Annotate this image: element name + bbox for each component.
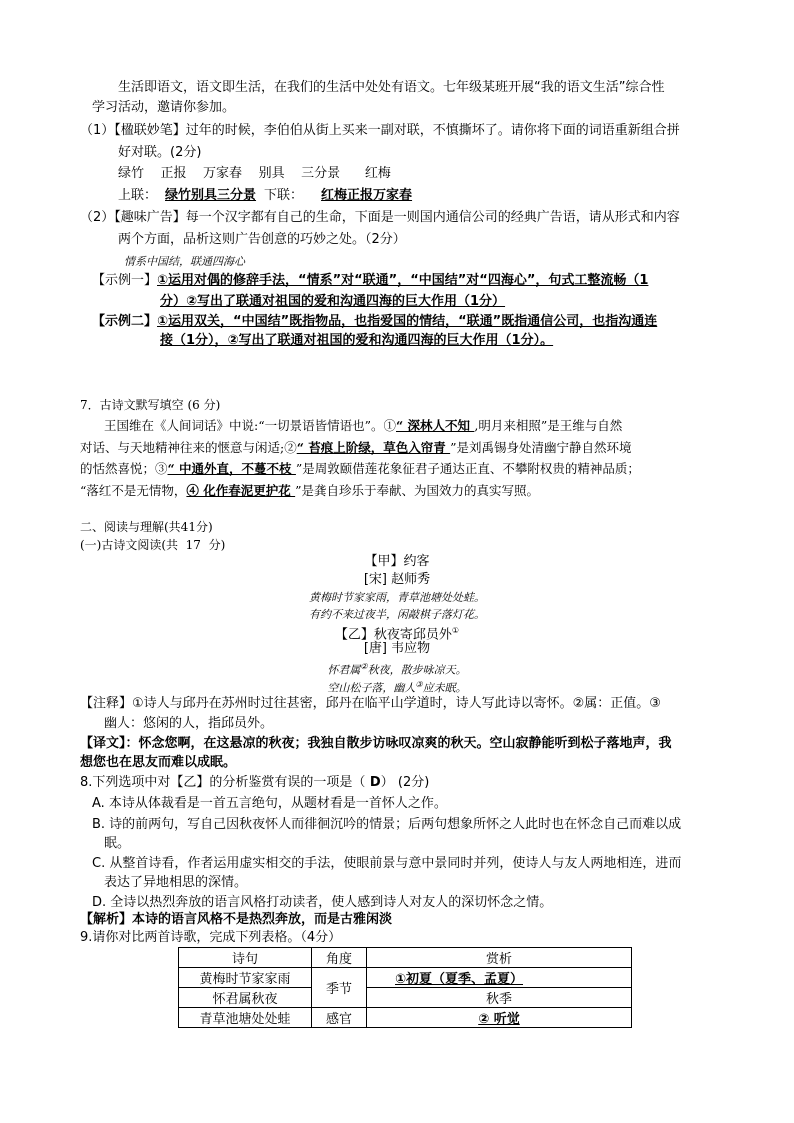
translation-line-1 bbox=[80, 736, 672, 752]
q8-option-b-2: 眠。 bbox=[104, 836, 131, 851]
q8-option-c-1: C. 从整首诗看，作者运用虚实相交的手法，使眼前景与意中景同时并列，使诗人与友人两地相连，进而 bbox=[92, 856, 682, 871]
q1-stem-1: （1）【楹联妙笔】过年的时候，李伯伯从街上买来一副对联，不慎撕坏了。请你将下面的词语重新组合拼 bbox=[80, 123, 680, 138]
example-1-label: 【示例一】 bbox=[92, 273, 158, 288]
poem-2-line-1-b: 秋夜，散步咏凉天。 bbox=[367, 663, 467, 677]
example-1-text-2: 分）②写出了联通对祖国的爱和沟通四海的巨大作用（1分） bbox=[160, 294, 506, 309]
q2-stem-2: 两个方面，品析这则广告创意的巧妙之处。（2分） bbox=[118, 232, 406, 247]
poem-2-line-1-a: 怀君属 bbox=[327, 663, 361, 677]
poem-2-title-note: ① bbox=[451, 626, 460, 635]
row-2-verse: 怀君属秋夜 bbox=[179, 988, 312, 1008]
q1-couplets bbox=[118, 188, 426, 204]
table-row bbox=[179, 1008, 632, 1028]
poem-2-line-1 bbox=[0, 659, 794, 679]
row-3-angle: 感官 bbox=[312, 1008, 367, 1028]
row-2-analysis: 秋季 bbox=[367, 988, 632, 1008]
lower-couplet-answer: 红梅正报万家春 bbox=[321, 188, 413, 203]
row-3-analysis-text: ② 听觉 bbox=[478, 1012, 520, 1027]
table-header-row bbox=[179, 948, 632, 968]
q8-option-a: A. 本诗从体裁看是一首五言绝句，从题材看是一首怀人之作。 bbox=[92, 796, 447, 811]
q8-option-b-1: B. 诗的前两句，写自己因秋夜怀人而徘徊沉吟的情景；后两句想象所怀之人此时也在怀念自己而难以成 bbox=[92, 817, 682, 832]
poem-2-title: 【乙】秋夜寄邱员外 bbox=[334, 627, 452, 643]
row-1-angle: 季节 bbox=[312, 968, 367, 1008]
q7-answer-1: “ 深林人不知 bbox=[396, 418, 475, 433]
q7-line-2-text-b: ”是刘禹锡身处清幽宁静自然环境 bbox=[450, 440, 632, 455]
table-row bbox=[179, 988, 632, 1008]
q8-answer: D bbox=[365, 775, 381, 790]
q8-option-c-2: 表达了异地相思的深情。 bbox=[104, 875, 248, 890]
row-1-verse: 黄梅时节家家雨 bbox=[179, 968, 312, 988]
poem-2-author: [唐] 韦应物 bbox=[363, 641, 431, 656]
q8-stem-end: ） (2分) bbox=[380, 775, 430, 790]
upper-couplet-label: 上联： bbox=[118, 188, 158, 203]
slogan-text: 情系中国结，联通四海心 bbox=[124, 255, 245, 268]
q7-line-4 bbox=[80, 483, 539, 499]
poem-2-line-2-a: 空山松子落，幽人 bbox=[327, 681, 416, 695]
poem-1-line-2: 有约不来过夜半，闲敲棋子落灯花。 bbox=[309, 608, 485, 621]
table-row bbox=[179, 968, 632, 988]
row-1-analysis bbox=[367, 968, 632, 988]
example-2-label: 【示例二】 bbox=[92, 314, 158, 329]
translation-text-1: ：怀念您啊，在这悬凉的秋夜；我独自散步访咏叹凉爽的秋天。空山寂静能听到松子落地声，我 bbox=[125, 736, 672, 751]
q7-answer-3: “ 中通外直，不蔓不枝 bbox=[167, 461, 296, 476]
q8-stem bbox=[80, 775, 429, 791]
q7-line-1 bbox=[104, 418, 622, 434]
intro-line-2: 学习活动，邀请你参加。 bbox=[92, 100, 236, 115]
q7-line-1-text-b: ,明月来相照”是王维与自然 bbox=[474, 418, 623, 433]
header-angle: 角度 bbox=[312, 948, 367, 968]
row-3-verse: 青草池塘处处蛙 bbox=[179, 1008, 312, 1028]
upper-couplet-answer: 绿竹别具三分景 bbox=[165, 188, 257, 203]
q8-stem-text: 8.下列选项中对【乙】的分析鉴赏有误的一项是（ bbox=[80, 775, 366, 790]
intro-line-1: 生活即语文，语文即生活，在我们的生活中处处有语文。七年级某班开展“我的语文生活”综合性 bbox=[118, 80, 665, 95]
q8-analysis: 【解析】本诗的语言风格不是热烈奔放，而是古雅闲淡 bbox=[80, 912, 393, 927]
q8-option-d: D. 全诗以热烈奔放的语言风格打动读者，使人感到诗人对友人的深切怀念之情。 bbox=[92, 895, 553, 910]
q7-line-4-text-b: ”是龚自珍乐于奉献、为国效力的真实写照。 bbox=[295, 483, 540, 498]
poem-2-note-3: ③ bbox=[415, 680, 423, 689]
poem-2-note-2: ② bbox=[360, 662, 368, 671]
q7-line-3-text-b: ”是周敦颐借莲花象征君子通达正直、不攀附权贵的精神品质； bbox=[295, 461, 640, 476]
example-2-text-1: ①运用双关，“中国结”既指物品，也指爱国的情结，“联通”既指通信公司，也指沟通连 bbox=[157, 314, 658, 329]
poem-1-line-1: 黄梅时节家家雨，青草池塘处处蛙。 bbox=[309, 591, 485, 604]
section-2-subtitle: (一)古诗文阅读(共 17 分) bbox=[80, 538, 226, 552]
translation-text-2: 想您也在思友而难以成眠。 bbox=[80, 755, 237, 770]
q7-line-3 bbox=[80, 461, 640, 477]
q7-title: 7．古诗文默写填空 (6 分) bbox=[80, 398, 221, 412]
q2-stem-1: （2）【趣味广告】每一个汉字都有自己的生命，下面是一则国内通信公司的经典广告语，请从形式和内容 bbox=[80, 210, 680, 225]
q7-line-3-text-a: 的恬然喜悦；③ bbox=[80, 461, 168, 476]
row-1-analysis-text: ①初夏（夏季、孟夏） bbox=[395, 972, 524, 987]
poem-2-line-2 bbox=[0, 677, 794, 697]
q7-answer-4: ④ 化作春泥更护花 bbox=[186, 483, 296, 498]
example-2-line-1 bbox=[92, 314, 657, 330]
notes-line-2: 幽人：悠闲的人，指邱员外。 bbox=[104, 716, 274, 731]
example-1-text-1: ①运用对偶的修辞手法，“情系”对“联通”，“中国结”对“四海心”，句式工整流畅（1 bbox=[157, 273, 649, 288]
q9-stem: 9.请你对比两首诗歌，完成下列表格。（4分） bbox=[80, 930, 342, 945]
header-analysis: 赏析 bbox=[367, 948, 632, 968]
q7-line-2-text-a: 对话、与天地精神往来的惬意与闲适;② bbox=[80, 440, 297, 455]
section-2-title: 二、阅读与理解(共41分) bbox=[80, 520, 213, 534]
q7-line-1-text-a: 王国维在《人间词话》中说:“一切景语皆情语也”。① bbox=[104, 418, 396, 433]
q9-table bbox=[178, 947, 632, 1028]
poem-2-line-2-b: 应未眠。 bbox=[422, 681, 467, 695]
q1-stem-2: 好对联。(2分) bbox=[118, 145, 202, 160]
lower-couplet-label: 下联： bbox=[264, 188, 304, 203]
example-1-line-1 bbox=[92, 273, 648, 289]
q7-answer-2: “ 苔痕上阶绿，草色入帘青 bbox=[296, 440, 451, 455]
row-3-analysis bbox=[367, 1008, 632, 1028]
q7-line-2 bbox=[80, 440, 632, 456]
q7-line-4-text-a: “落红不是无情物， bbox=[80, 483, 187, 498]
translation-label: 【译文】 bbox=[80, 736, 126, 751]
header-verse: 诗句 bbox=[179, 948, 312, 968]
q1-word-list: 绿竹 正报 万家春 别具 三分景 红梅 bbox=[118, 166, 391, 181]
notes-line-1: 【注释】①诗人与邱丹在苏州时过往甚密，邱丹在临平山学道时，诗人写此诗以寄怀。②属：正值。③ bbox=[80, 696, 661, 711]
example-2-text-2: 接（1分），②写出了联通对祖国的爱和沟通四海的巨大作用（1分）。 bbox=[160, 333, 554, 348]
poem-1-author: [宋] 赵师秀 bbox=[363, 572, 431, 587]
poem-1-title: 【甲】约客 bbox=[364, 554, 430, 569]
